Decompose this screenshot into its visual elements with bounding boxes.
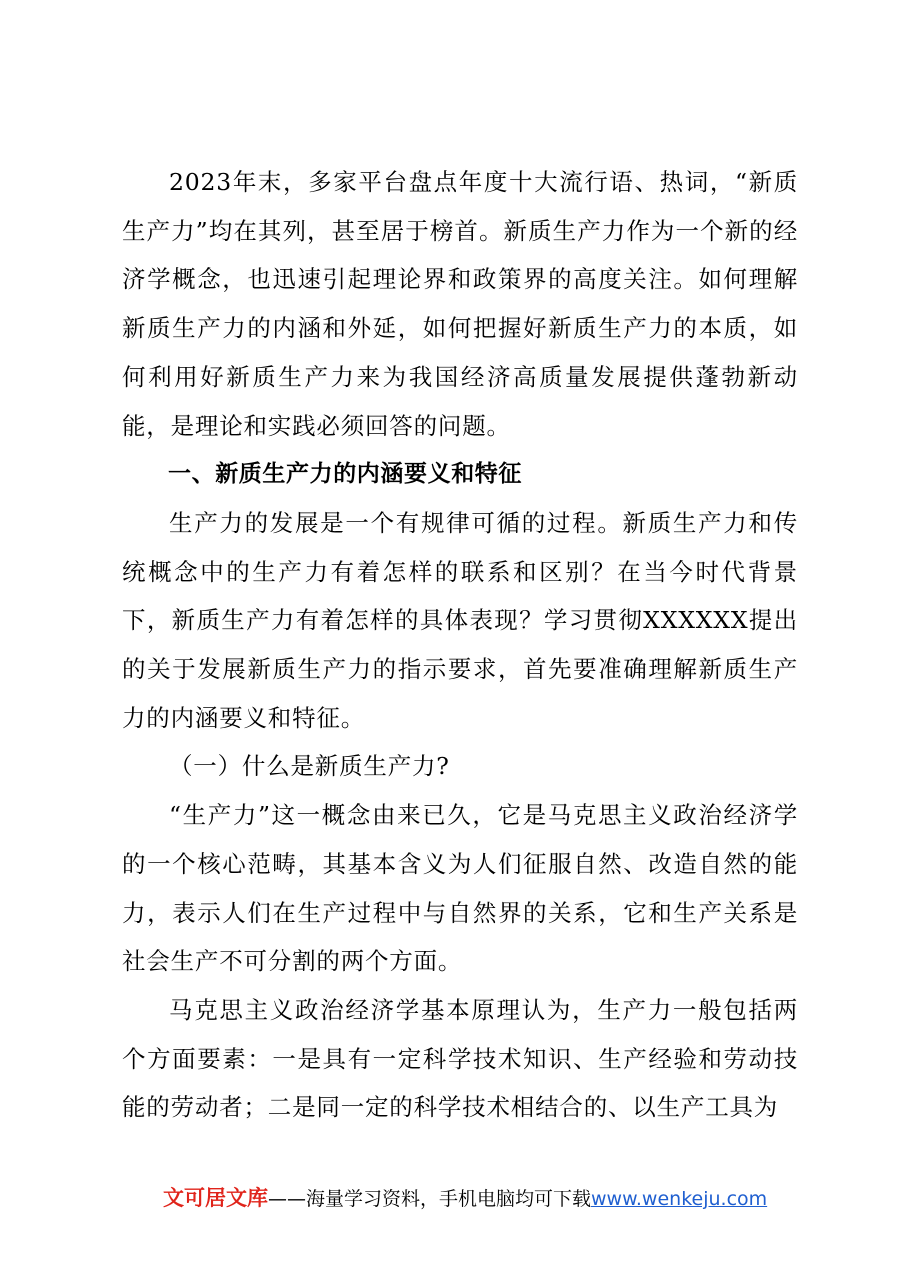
paragraph-intro: 2023年末，多家平台盘点年度十大流行语、热词，“新质生产力”均在其列，甚至居于榜首。新质生产力作为一个新的经济学概念，也迅速引起理论界和政策界的高度关注。如何理解新质生产力的内涵和外延，如何把握好新质生产力的本质，如何利用好新质生产力来为我国经济高质量发展提供蓬勃新动能，是理论和实践必须回答的问题。: [122, 168, 798, 440]
paragraph-marxist-principle: 马克思主义政治经济学基本原理认为，生产力一般包括两个方面要素：一是具有一定科学技术知识、生产经验和劳动技能的劳动者；二是同一定的科学技术相结合的、以生产工具为: [122, 995, 798, 1122]
section-heading: 一、新质生产力的内涵要义和特征: [168, 461, 522, 488]
paragraph-productivity-concept: “生产力”这一概念由来已久，它是马克思主义政治经济学的一个核心范畴，其基本含义为人们征服自然、改造自然的能力，表示人们在生产过程中与自然界的关系，它和生产关系是社会生产不可分割的两个方面。: [122, 801, 798, 976]
footer-watermark: [163, 1183, 803, 1213]
document-body: [122, 158, 798, 1132]
footer-brand: 文可居文库: [163, 1186, 268, 1210]
paragraph-productivity-development: 生产力的发展是一个有规律可循的过程。新质生产力和传统概念中的生产力有着怎样的联系和区别？在当今时代背景下，新质生产力有着怎样的具体表现？学习贯彻XXXXXX提出的关于发展新质生产力的指示要求，首先要准确理解新质生产力的内涵要义和特征。: [122, 508, 798, 732]
footer-slogan: ——海量学习资料，手机电脑均可下载: [268, 1188, 592, 1210]
footer-link[interactable]: www.wenkeju.com: [591, 1188, 768, 1210]
subsection-heading: （一）什么是新质生产力?: [169, 752, 450, 781]
